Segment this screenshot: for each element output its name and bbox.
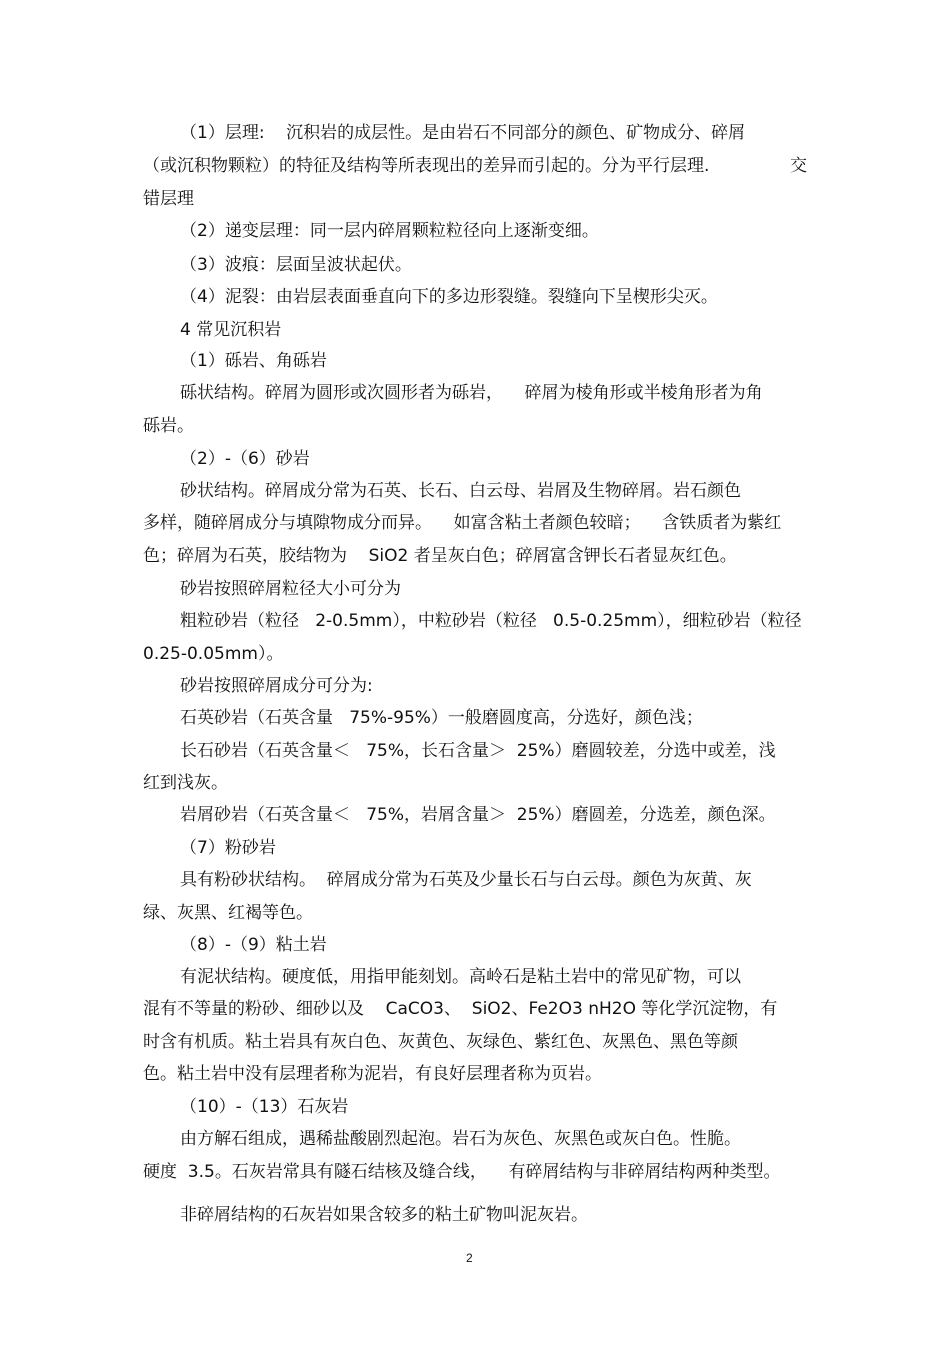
text-line: （2）-（6）砂岩 xyxy=(180,449,310,469)
text-line: 砾岩。 xyxy=(143,416,194,436)
text-line: 交 xyxy=(790,156,807,176)
text-line: 石英砂岩（石英含量 75%-95%）一般磨圆度高，分选好，颜色浅； xyxy=(180,708,703,728)
text-line: 时含有机质。粘土岩具有灰白色、灰黄色、灰绿色、紫红色、灰黑色、黑色等颜 xyxy=(143,1032,738,1052)
text-line: 砂状结构。碎屑成分常为石英、长石、白云母、岩屑及生物碎屑。岩石颜色 xyxy=(180,481,741,501)
text-line: 红到浅灰。 xyxy=(143,773,228,793)
text-line: 粗粒砂岩（粒径 2-0.5mm），中粒砂岩（粒径 0.5-0.25mm），细粒砂岩（粒径 xyxy=(180,611,802,631)
text-line: 砾状结构。碎屑为圆形或次圆形者为砾岩， 碎屑为棱角形或半棱角形者为角 xyxy=(180,383,763,403)
text-line: （8）-（9）粘土岩 xyxy=(180,935,327,955)
text-line: 色；碎屑为石英，胶结物为 SiO2 者呈灰白色；碎屑富含钾长石者显灰红色。 xyxy=(143,546,737,566)
text-line: 混有不等量的粉砂、细砂以及 CaCO3、 SiO2、Fe2O3 nH2O 等化学沉淀物，有 xyxy=(143,999,778,1019)
text-line: （10）-（13）石灰岩 xyxy=(180,1097,349,1117)
text-line: 0.25-0.05mm）。 xyxy=(143,644,284,664)
text-line: （4）泥裂：由岩层表面垂直向下的多边形裂缝。裂缝向下呈楔形尖灭。 xyxy=(180,287,718,307)
page-number: 2 xyxy=(466,1251,473,1265)
text-line: 色。粘土岩中没有层理者称为泥岩，有良好层理者称为页岩。 xyxy=(143,1064,602,1084)
text-line: 由方解石组成，遇稀盐酸剧烈起泡。岩石为灰色、灰黑色或灰白色。性脆。 xyxy=(180,1129,741,1149)
text-line: 砂岩按照碎屑粒径大小可分为 xyxy=(180,579,401,599)
text-line: 错层理 xyxy=(143,189,194,209)
text-line: 多样，随碎屑成分与填隙物成分而异。 如富含粘土者颜色较暗； 含铁质者为紫红 xyxy=(143,513,782,533)
text-line: 绿、灰黑、红褐等色。 xyxy=(143,903,313,923)
text-line: 具有粉砂状结构。 碎屑成分常为石英及少量长石与白云母。颜色为灰黄、灰 xyxy=(180,870,752,890)
text-line: 长石砂岩（石英含量＜ 75%，长石含量＞ 25%）磨圆较差，分选中或差，浅 xyxy=(180,741,776,761)
text-line: （1）砾岩、角砾岩 xyxy=(180,351,327,371)
text-line: 非碎屑结构的石灰岩如果含较多的粘土矿物叫泥灰岩。 xyxy=(180,1205,588,1225)
text-line: （1）层理: 沉积岩的成层性。是由岩石不同部分的颜色、矿物成分、碎屑 xyxy=(180,123,746,143)
text-line: 硬度 3.5。石灰岩常具有隧石结核及缝合线， 有碎屑结构与非碎屑结构两种类型。 xyxy=(143,1162,781,1182)
text-line: （或沉积物颗粒）的特征及结构等所表现出的差异而引起的。分为平行层理. xyxy=(143,156,710,176)
text-line: 砂岩按照碎屑成分可分为: xyxy=(180,676,373,696)
text-line: 有泥状结构。硬度低，用指甲能刻划。高岭石是粘土岩中的常见矿物，可以 xyxy=(180,967,741,987)
text-line: （2）递变层理：同一层内碎屑颗粒粒径向上逐渐变细。 xyxy=(180,221,599,241)
text-line: （7）粉砂岩 xyxy=(180,838,276,858)
section-heading: 4 常见沉积岩 xyxy=(180,320,282,340)
text-line: 岩屑砂岩（石英含量＜ 75%，岩屑含量＞ 25%）磨圆差，分选差，颜色深。 xyxy=(180,805,776,825)
text-line: （3）波痕：层面呈波状起伏。 xyxy=(180,255,412,275)
